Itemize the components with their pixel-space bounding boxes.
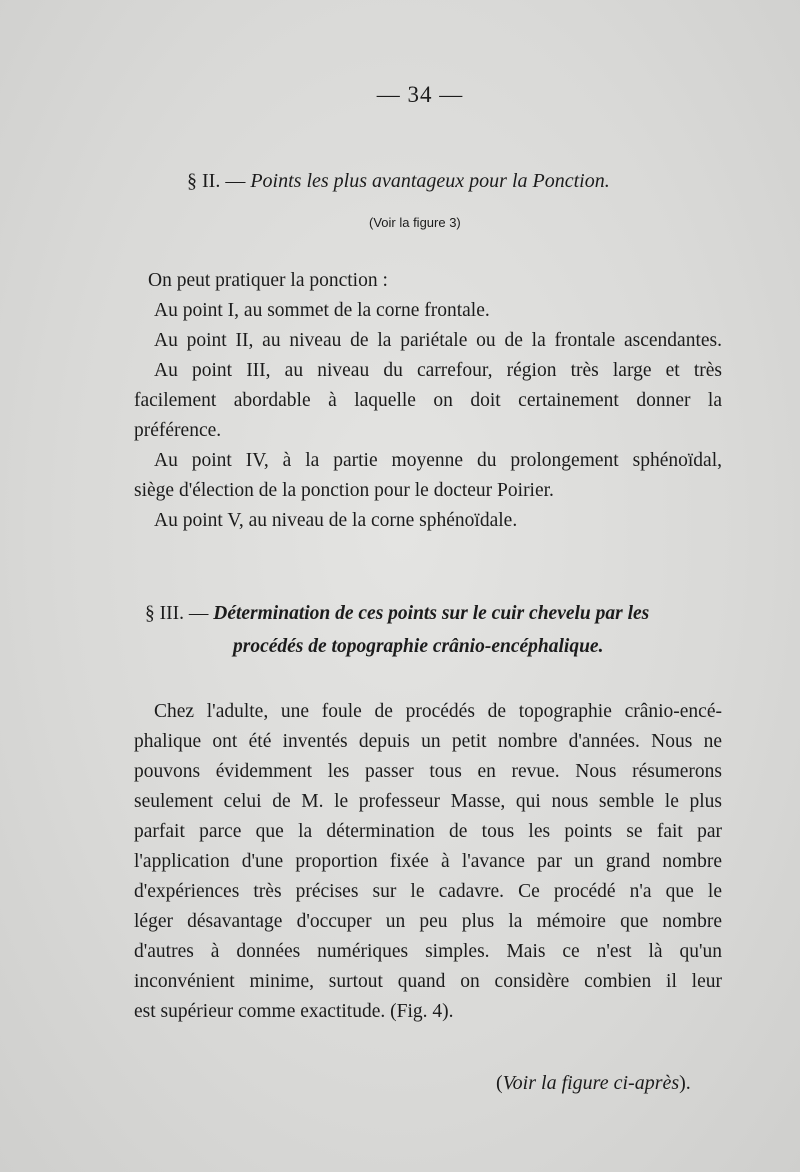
figure-reference-note [496, 1072, 691, 1095]
section-ii-title: Points les plus avantageux pour la Ponction. [250, 170, 610, 192]
text-line: pouvons évidemment les passer tous en revue. Nous résumerons [134, 761, 722, 782]
text-line: l'application d'une proportion fixée à l'avance par un grand nombre [134, 851, 722, 872]
text-line: facilement abordable à laquelle on doit certainement donner la [134, 390, 722, 411]
text-line: parfait parce que la détermination de tous les points se fait par [134, 821, 722, 842]
section-iii-title-line1: Détermination de ces points sur le cuir chevelu par les [213, 603, 650, 624]
text-line: Au point II, au niveau de la pariétale ou de la frontale ascendantes. [154, 330, 722, 351]
intro-paragraph [134, 266, 722, 536]
section-ii-heading [187, 170, 610, 193]
text-line: siège d'élection de la ponction pour le docteur Poirier. [134, 480, 554, 501]
section-iii-title-line2: procédés de topographie crânio-encéphalique. [233, 636, 604, 657]
text-line: Au point V, au niveau de la corne sphénoïdale. [154, 510, 518, 531]
section-ii-prefix: § II. — [187, 170, 251, 192]
body-paragraph [134, 697, 722, 1027]
figure-3-note: (Voir la figure 3) [369, 215, 461, 230]
section-iii-prefix: § III. — [145, 603, 214, 624]
closing-close: ). [679, 1072, 691, 1094]
text-line: Au point IV, à la partie moyenne du prolongement sphénoïdal, [154, 450, 722, 471]
text-line: d'autres à données numériques simples. Mais ce n'est là qu'un [134, 941, 722, 962]
page-number: — 34 — [376, 82, 464, 107]
text-line: seulement celui de M. le professeur Masse, qui nous semble le plus [134, 791, 722, 812]
text-line: est supérieur comme exactitude. (Fig. 4). [134, 1001, 454, 1022]
text-line: préférence. [134, 420, 222, 441]
text-line: Chez l'adulte, une foule de procédés de topographie crânio-encé- [154, 701, 722, 722]
closing-open: ( [496, 1072, 503, 1094]
text-line: léger désavantage d'occuper un peu plus la mémoire que nombre [134, 911, 722, 932]
text-line: Au point I, au sommet de la corne frontale. [154, 300, 490, 321]
text-line: d'expériences très précises sur le cadavre. Ce procédé n'a que le [134, 881, 722, 902]
text-line: Au point III, au niveau du carrefour, région très large et très [154, 360, 722, 381]
closing-text: Voir la figure ci-après [502, 1072, 680, 1094]
text-line: inconvénient minime, surtout quand on considère combien il leur [134, 971, 722, 992]
text-line: On peut pratiquer la ponction : [148, 270, 388, 291]
section-iii-heading [145, 603, 649, 625]
text-line: phalique ont été inventés depuis un petit nombre d'années. Nous ne [134, 731, 722, 752]
